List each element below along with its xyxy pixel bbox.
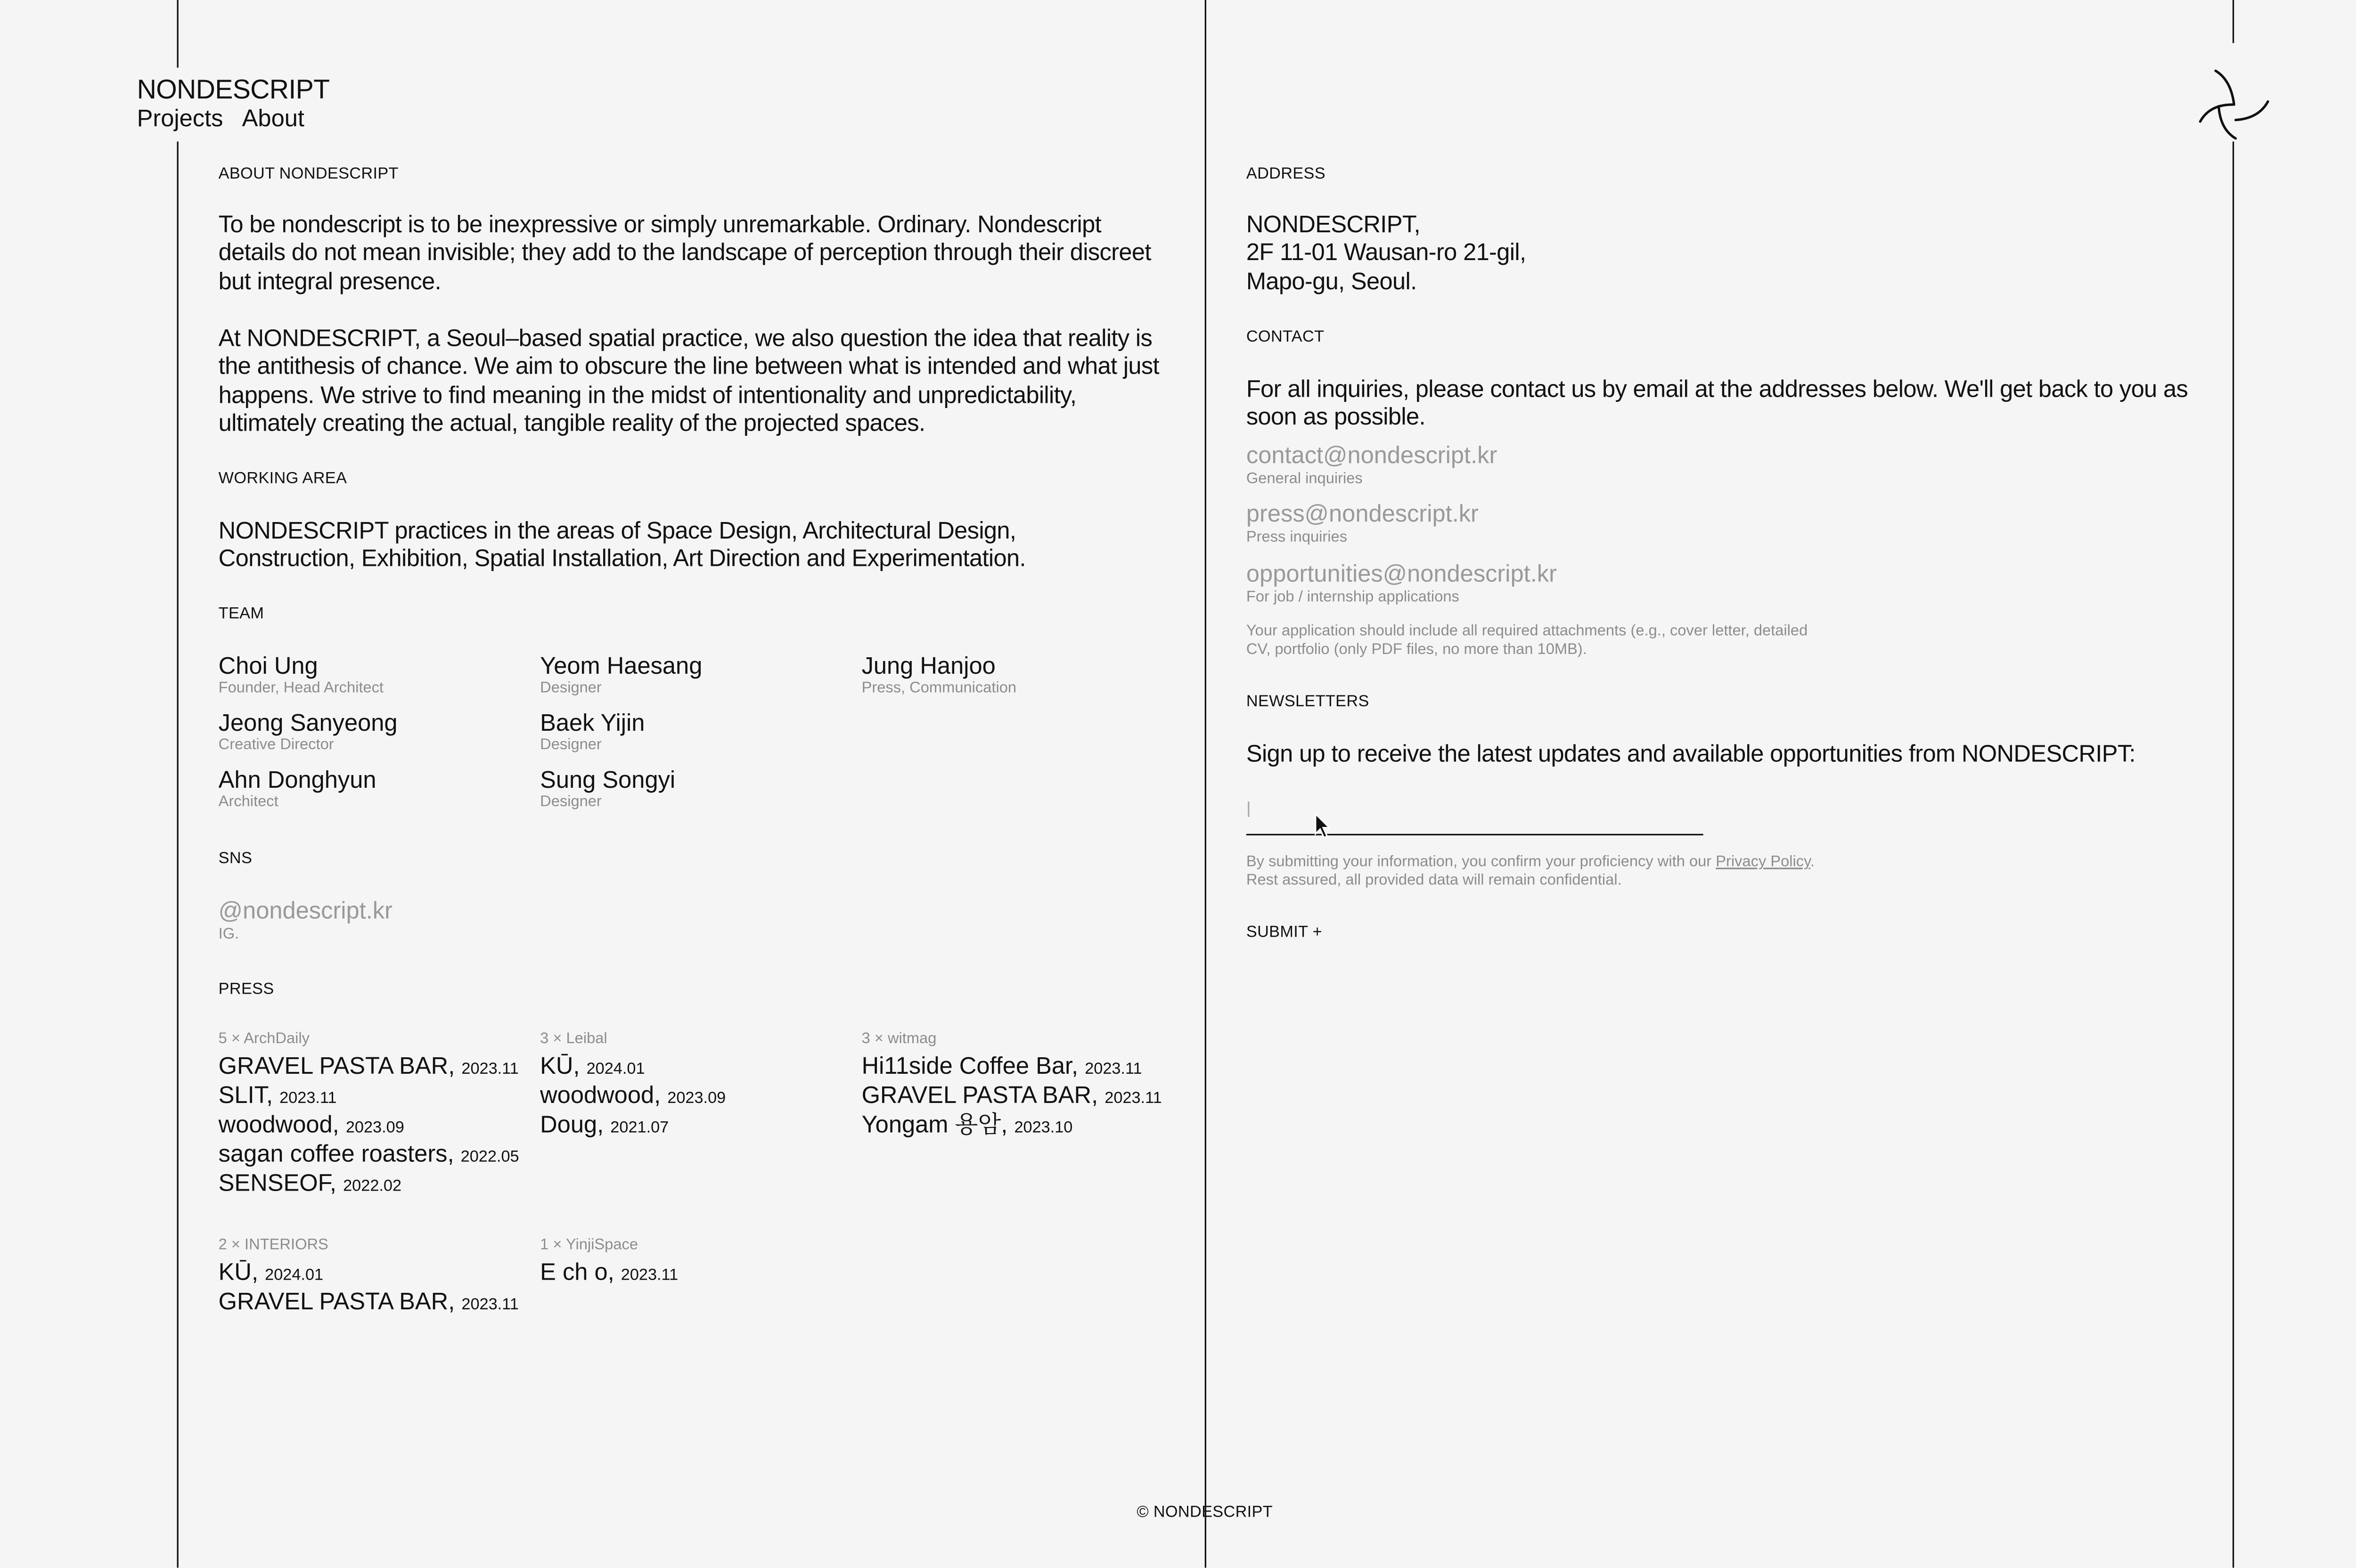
team-member: [862, 654, 1183, 699]
newsletter-disclaimer: [1246, 854, 1815, 890]
section-label-team: TEAM: [218, 604, 264, 623]
team-member: [219, 768, 540, 812]
press-date: 2022.02: [343, 1176, 402, 1196]
contact-intro: For all inquiries, please contact us by email at the addresses below. We'll get back to you as soon as possible.: [1246, 376, 2188, 432]
press-title: Yongam 용암,: [861, 1112, 1008, 1139]
nav-projects[interactable]: Projects: [137, 106, 223, 132]
press-group: [219, 1031, 540, 1200]
press-title: GRAVEL PASTA BAR,: [218, 1054, 455, 1080]
press-group: [862, 1031, 1183, 1200]
member-role: Designer: [540, 680, 602, 697]
divider-line: [177, 141, 179, 1568]
press-item[interactable]: [862, 1054, 1183, 1083]
press-group: [540, 1237, 861, 1318]
text-caret: [1248, 801, 1249, 817]
press-title: E ch o,: [540, 1260, 614, 1286]
section-label-press: PRESS: [218, 980, 274, 999]
team-member: [540, 654, 861, 699]
divider-line: [1204, 0, 1206, 1568]
member-name: Yeom Haesang: [540, 653, 703, 680]
press-item[interactable]: [862, 1083, 1183, 1112]
about-paragraph-2: At NONDESCRIPT, a Seoul–based spatial practice, we also question the idea that reality is the antithesis of chance. We aim to obscure the line between what is intended and what just happens. We strive to find meaning in the midst of intentionality and unpredictability, ultimately creating the actual, tangible reality of the projected spaces.: [218, 326, 1159, 438]
sns-block: [219, 898, 393, 945]
disclaimer-text: .: [1810, 854, 1815, 871]
press-date: 2023.11: [461, 1295, 519, 1314]
address-line: Mapo-gu, Seoul.: [1246, 269, 1417, 295]
email-link[interactable]: contact@nondescript.kr: [1246, 443, 1497, 469]
disclaimer-text: Rest assured, all provided data will remain confidential.: [1246, 872, 1622, 890]
press-date: 2023.11: [279, 1089, 337, 1108]
press-title: woodwood,: [540, 1083, 661, 1110]
disclaimer-text: By submitting your information, you confirm your proficiency with our: [1246, 854, 1716, 871]
press-item[interactable]: [219, 1171, 540, 1200]
press-grid: [219, 1031, 1183, 1319]
press-item[interactable]: [219, 1083, 540, 1112]
press-group: [540, 1031, 861, 1200]
instagram-link[interactable]: @nondescript.kr: [218, 898, 393, 925]
email-link[interactable]: press@nondescript.kr: [1246, 501, 1479, 528]
press-item[interactable]: [540, 1054, 861, 1083]
divider-line: [2232, 141, 2233, 1568]
email-press: [1246, 501, 1479, 547]
member-role: Designer: [540, 737, 602, 754]
team-grid: [219, 654, 1183, 812]
press-date: 2024.01: [586, 1060, 645, 1078]
press-date: 2023.10: [1014, 1118, 1073, 1137]
address-line: 2F 11-01 Wausan-ro 21-gil,: [1246, 240, 1526, 267]
submit-button[interactable]: SUBMIT +: [1246, 923, 1322, 942]
address-line: NONDESCRIPT,: [1246, 212, 1420, 239]
press-item[interactable]: [219, 1054, 540, 1083]
email-link[interactable]: opportunities@nondescript.kr: [1246, 561, 1557, 588]
mouse-cursor-icon: [1314, 812, 1333, 840]
site-header: [137, 74, 330, 136]
address-block: [1246, 212, 1526, 297]
team-member: [540, 711, 861, 756]
team-member: [219, 711, 540, 756]
press-title: SLIT,: [218, 1083, 273, 1110]
pinwheel-icon[interactable]: [2197, 68, 2271, 142]
press-source: 5 × ArchDaily: [218, 1030, 310, 1048]
member-role: Creative Director: [218, 737, 334, 754]
nav-about[interactable]: About: [242, 106, 304, 132]
press-item[interactable]: [219, 1112, 540, 1142]
section-label-contact: CONTACT: [1246, 327, 1325, 346]
press-date: 2023.11: [1104, 1089, 1162, 1108]
press-title: KŪ,: [540, 1054, 580, 1080]
press-source: 3 × witmag: [861, 1030, 937, 1048]
member-role: Founder, Head Architect: [218, 680, 384, 697]
section-label-sns: SNS: [218, 849, 253, 868]
email-opportunities: [1246, 562, 1557, 608]
press-date: 2023.11: [621, 1266, 679, 1285]
press-item[interactable]: [540, 1083, 861, 1112]
press-source: 3 × Leibal: [540, 1030, 607, 1048]
press-item[interactable]: [540, 1112, 861, 1142]
press-title: Doug,: [540, 1112, 604, 1139]
section-label-newsletters: NEWSLETTERS: [1246, 692, 1369, 711]
press-date: 2023.09: [667, 1089, 726, 1108]
brand-logo[interactable]: NONDESCRIPT: [137, 74, 330, 105]
member-name: Jeong Sanyeong: [218, 710, 398, 737]
press-date: 2021.07: [610, 1118, 669, 1137]
press-date: 2022.05: [460, 1147, 519, 1167]
divider-line: [2232, 0, 2233, 43]
member-name: Choi Ung: [218, 653, 318, 680]
press-title: Hi11side Coffee Bar,: [861, 1054, 1079, 1080]
sns-platform: IG.: [218, 926, 239, 943]
privacy-policy-link[interactable]: Privacy Policy: [1716, 854, 1811, 871]
member-name: Sung Songyi: [540, 768, 676, 794]
press-item[interactable]: [219, 1260, 540, 1289]
press-source: 1 × YinjiSpace: [540, 1237, 638, 1254]
section-label-address: ADDRESS: [1246, 164, 1325, 183]
member-name: Ahn Donghyun: [218, 768, 376, 794]
press-title: sagan coffee roasters,: [218, 1141, 454, 1168]
application-note: Your application should include all required attachments (e.g., cover letter, detailed CV, portfolio (only PDF files, no more than 10MB).: [1246, 623, 1808, 659]
newsletter-text: Sign up to receive the latest updates and available opportunities from NONDESCRIPT:: [1246, 741, 2135, 768]
press-title: woodwood,: [218, 1112, 339, 1139]
section-label-working-area: WORKING AREA: [218, 469, 347, 488]
member-name: Baek Yijin: [540, 710, 645, 737]
section-label-about: ABOUT NONDESCRIPT: [218, 164, 399, 183]
working-area-text: NONDESCRIPT practices in the areas of Space Design, Architectural Design, Construction, Exhibition, Spatial Installation, Art Direction and Experimentation.: [218, 518, 1026, 573]
member-role: Press, Communication: [861, 680, 1017, 697]
press-item[interactable]: [862, 1112, 1183, 1142]
member-name: Jung Hanjoo: [861, 653, 996, 680]
divider-line: [177, 0, 179, 68]
press-source: 2 × INTERIORS: [218, 1237, 328, 1254]
footer-copyright: © NONDESCRIPT: [1137, 1503, 1273, 1522]
email-contact: [1246, 443, 1497, 489]
press-item[interactable]: [219, 1289, 540, 1318]
press-date: 2024.01: [265, 1266, 324, 1285]
member-role: Architect: [218, 793, 278, 811]
press-title: KŪ,: [218, 1260, 259, 1286]
email-desc: Press inquiries: [1246, 529, 1348, 547]
press-group: [219, 1237, 540, 1318]
email-desc: For job / internship applications: [1246, 589, 1459, 606]
email-desc: General inquiries: [1246, 471, 1363, 488]
press-item[interactable]: [219, 1142, 540, 1171]
press-title: GRAVEL PASTA BAR,: [218, 1289, 455, 1315]
press-item[interactable]: [540, 1260, 861, 1289]
press-date: 2023.11: [1085, 1060, 1142, 1078]
press-date: 2023.09: [345, 1118, 404, 1137]
team-member: [540, 768, 861, 812]
member-role: Designer: [540, 793, 602, 811]
team-member: [219, 654, 540, 699]
about-paragraph-1: To be nondescript is to be inexpressive or simply unremarkable. Ordinary. Nondescript details do not mean invisible; they add to the landscape of perception through their discreet but integral presence.: [218, 212, 1151, 295]
press-date: 2023.11: [461, 1060, 519, 1078]
press-title: SENSEOF,: [218, 1170, 337, 1197]
press-title: GRAVEL PASTA BAR,: [861, 1083, 1098, 1110]
